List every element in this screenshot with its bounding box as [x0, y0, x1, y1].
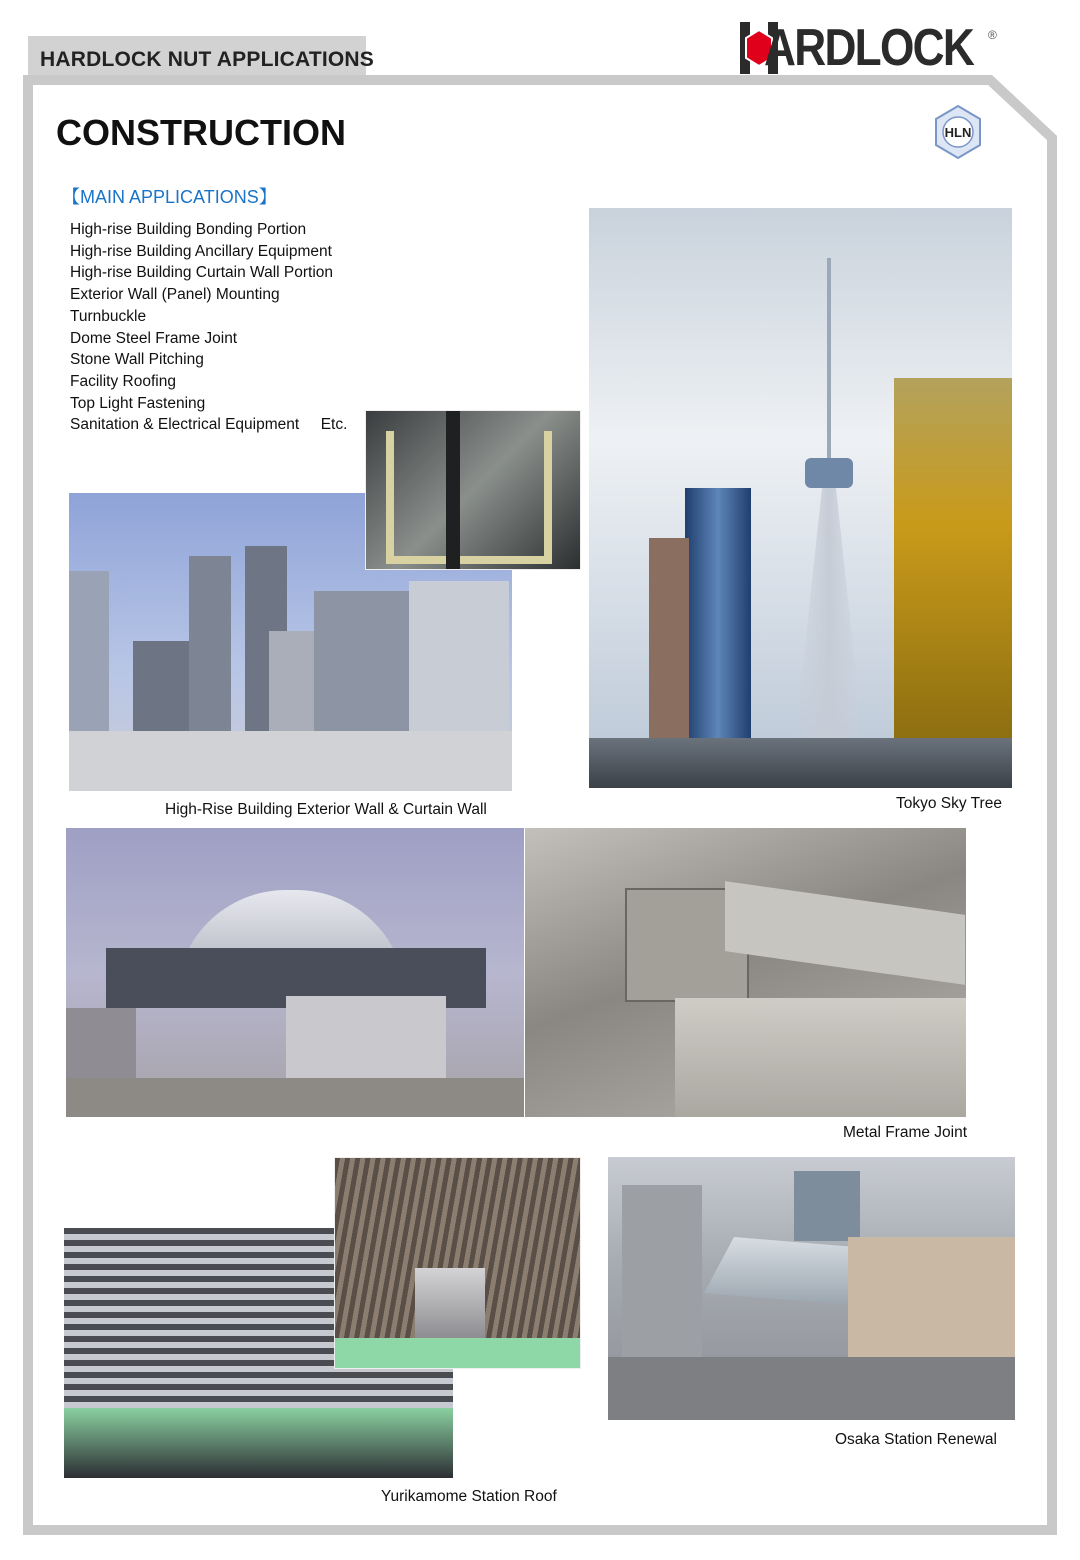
- caption-skytree: Tokyo Sky Tree: [896, 795, 1002, 812]
- header-tab-title: HARDLOCK NUT APPLICATIONS: [40, 48, 374, 71]
- hardlock-logo: [738, 20, 1010, 76]
- page-title: CONSTRUCTION: [56, 112, 346, 153]
- photo-osaka-station: [608, 1157, 1015, 1420]
- badge-text: HLN: [944, 125, 972, 140]
- list-item: Dome Steel Frame Joint: [70, 329, 238, 347]
- list-item: Exterior Wall (Panel) Mounting: [70, 286, 280, 304]
- hln-badge: [932, 104, 984, 160]
- caption-highrise: High-Rise Building Exterior Wall & Curtain Wall: [165, 801, 487, 818]
- photo-tokyo-sky-tree: [589, 208, 1012, 788]
- list-item: High-rise Building Curtain Wall Portion: [70, 264, 334, 282]
- photo-dome-construction: [66, 828, 524, 1117]
- caption-metal-frame: Metal Frame Joint: [843, 1124, 968, 1141]
- photo-channel-bracket: [365, 410, 581, 570]
- photo-roof-column-joint: [334, 1157, 581, 1369]
- registered-mark: ®: [988, 28, 997, 42]
- list-item: High-rise Building Ancillary Equipment: [70, 242, 332, 260]
- photo-metal-frame-joint: [525, 828, 966, 1117]
- list-item: Top Light Fastening: [70, 394, 206, 412]
- list-item: Facility Roofing: [70, 372, 176, 390]
- list-item: Stone Wall Pitching: [70, 351, 204, 369]
- caption-osaka: Osaka Station Renewal: [835, 1431, 997, 1448]
- logo-text: ARDLOCK: [764, 19, 974, 77]
- list-item: Turnbuckle: [70, 307, 147, 325]
- caption-yurikamome: Yurikamome Station Roof: [381, 1488, 557, 1505]
- list-item: Sanitation & Electrical Equipment Etc.: [70, 416, 348, 434]
- section-heading: 【MAIN APPLICATIONS】: [62, 187, 277, 207]
- list-item: High-rise Building Bonding Portion: [70, 221, 307, 238]
- applications-list: [70, 219, 347, 436]
